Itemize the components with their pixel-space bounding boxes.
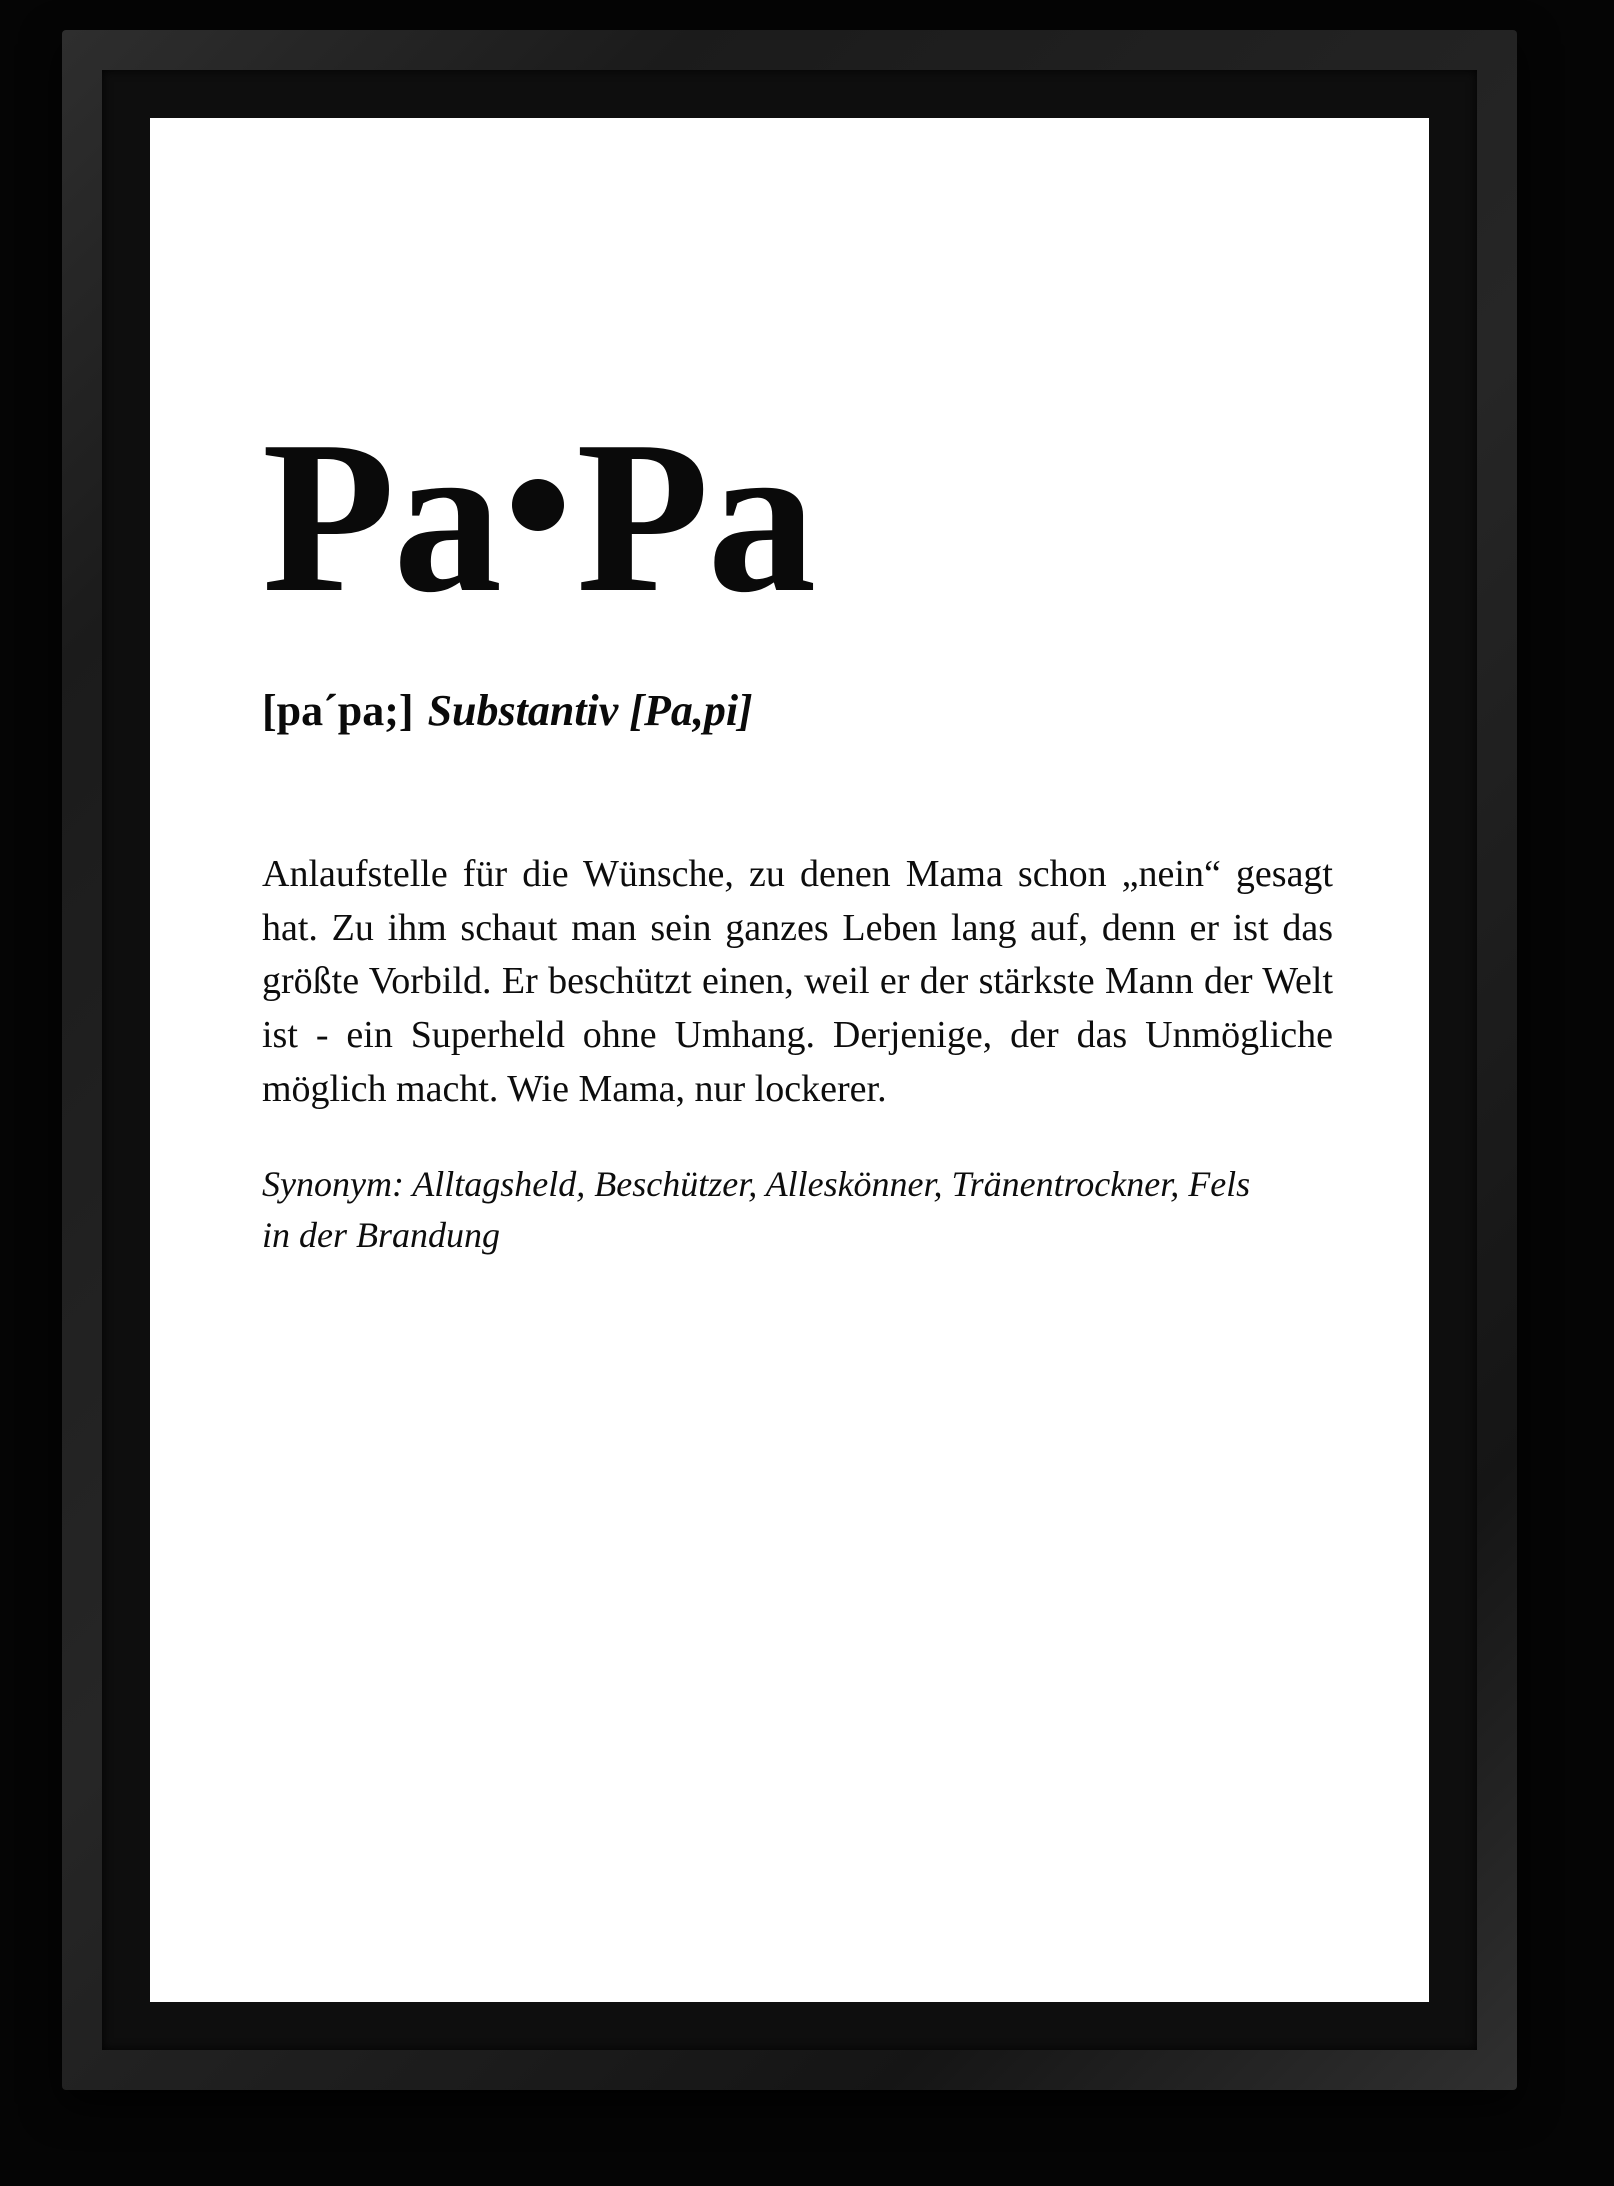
definition-text: Anlaufstelle für die Wünsche, zu denen Mama schon „nein“ gesagt hat. Zu ihm schaut man sein ganzes Leben lang auf, denn er ist das größte Vorbild. Er beschützt einen, weil er der stärkste Mann der Welt ist - ein Superheld ohne Umhang. Derjenige, der das Unmögliche möglich macht. Wie Mama, nur lockerer. [262,852,1333,1111]
headword-first-syllable: Pa [262,397,501,638]
part-of-speech: Substantiv [Pa,pi] [427,685,753,735]
pronunciation-line [262,685,1333,736]
pronunciation: [pa´pa;] [262,685,414,735]
synonyms-text: Synonym: Alltagsheld, Beschützer, Alleskönner, Tränentrockner, Fels in der Brandung [262,1164,1251,1256]
bullet-dot-icon [512,479,564,531]
poster-paper [150,118,1429,2002]
headword-second-syllable: Pa [576,397,815,638]
frame-inner-bevel [102,70,1477,2050]
poster-content [262,397,1333,1298]
picture-frame [62,30,1517,2090]
headword [262,397,1333,638]
